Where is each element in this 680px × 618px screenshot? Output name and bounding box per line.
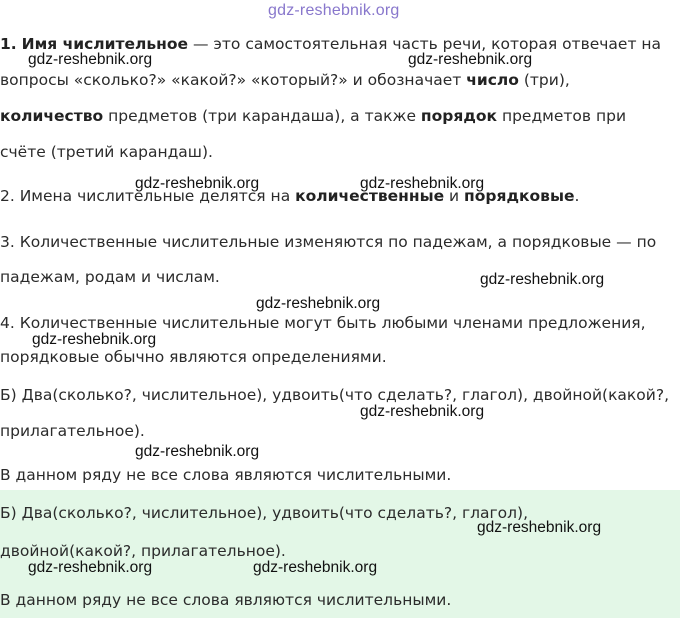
watermark: gdz-reshebnik.org (28, 559, 153, 576)
text: и (444, 187, 465, 205)
watermark: gdz-reshebnik.org (253, 559, 378, 576)
watermark: gdz-reshebnik.org (477, 519, 602, 536)
paragraph-4-line-2: порядковые обычно являются определениями. (0, 348, 387, 366)
text: предметов (три карандаша), а также (103, 107, 421, 125)
watermark: gdz-reshebnik.org (360, 403, 485, 420)
paragraph-1-line-2 (0, 70, 570, 90)
part-b-line-3: В данном ряду не все слова являются числительными. (0, 466, 452, 484)
part-b-line-2: прилагательное). (0, 422, 145, 440)
paragraph-3-line-1: 3. Количественные числительные изменяются по падежам, а порядковые — по (0, 233, 657, 251)
watermark: gdz-reshebnik.org (135, 443, 260, 460)
text: предметов при (497, 107, 627, 125)
keyword-kolichestvennye: количественные (295, 187, 445, 205)
item-number: 1. (0, 35, 17, 53)
watermark: gdz-reshebnik.org (408, 51, 533, 68)
paragraph-1-line-4: счёте (третий карандаш). (0, 143, 213, 161)
term-name: Имя числительное (21, 35, 189, 53)
watermark: gdz-reshebnik.org (256, 295, 381, 312)
part-b-line-1: Б) Два(сколько?, числительное), удвоить(что сделать?, глагол), двойной(какой?, (0, 386, 670, 404)
watermark: gdz-reshebnik.org (135, 175, 260, 192)
keyword-poryadkovye: порядковые (464, 187, 575, 205)
text: 2. Имена числительные делятся на (0, 187, 296, 205)
paragraph-1-line-3 (0, 106, 626, 126)
watermark: gdz-reshebnik.org (480, 271, 605, 288)
keyword-kolichestvo: количество (0, 107, 104, 125)
paragraph-2 (0, 186, 579, 206)
watermark: gdz-reshebnik.org (360, 175, 485, 192)
keyword-poryadok: порядок (420, 107, 498, 125)
paragraph-4-line-1: 4. Количественные числительные могут быть любыми членами предложения, (0, 314, 646, 332)
answer-line-2: двойной(какой?, прилагательное). (0, 542, 286, 560)
watermark: gdz-reshebnik.org (32, 331, 157, 348)
text: — это самостоятельная часть речи, которая отвечает на (188, 35, 662, 53)
watermark: gdz-reshebnik.org (28, 51, 153, 68)
text: вопросы «сколько?» «какой?» «который?» и обозначает (0, 71, 467, 89)
paragraph-3-line-2: падежам, родам и числам. (0, 268, 220, 286)
answer-line-1: Б) Два(сколько?, числительное), удвоить(что сделать?, глагол), (0, 504, 528, 522)
text: . (574, 187, 580, 205)
answer-line-3: В данном ряду не все слова являются числительными. (0, 591, 452, 609)
keyword-chislo: число (466, 71, 519, 89)
text: (три), (518, 71, 570, 89)
watermark-top: gdz-reshebnik.org (268, 2, 400, 19)
